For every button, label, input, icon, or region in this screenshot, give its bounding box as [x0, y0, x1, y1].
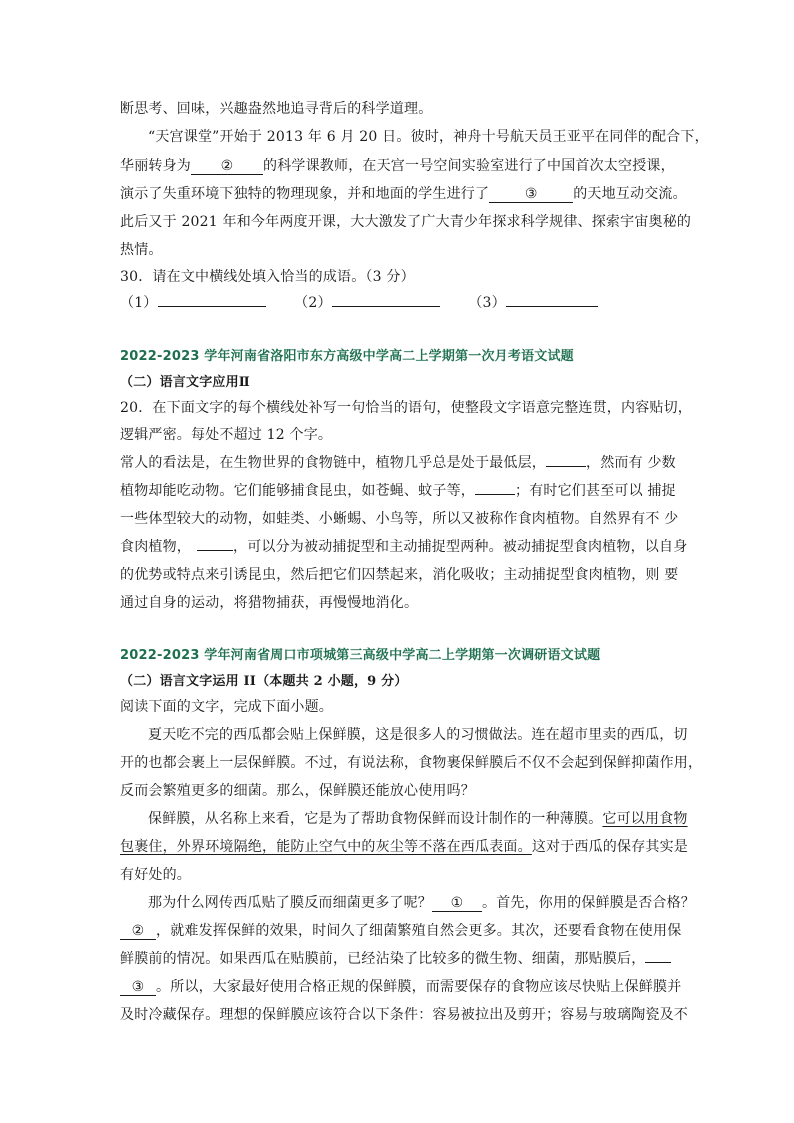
text-line: ③ 。所以，大家最好使用合格正规的保鲜膜，而需要保存的食物应该尽快贴上保鲜膜并 — [120, 976, 681, 996]
blank-2[interactable]: ② — [120, 924, 156, 940]
text-line: “天宫课堂”开始于 2013 年 6 月 20 日。彼时，神舟十号航天员王亚平在同伴的配合下， — [148, 129, 709, 145]
text-line: 热情。 — [120, 242, 163, 258]
underlined-sentence: 包裹住，外界环境隔绝，能防止空气中的灰尘等不落在西瓜表面。 — [120, 839, 532, 855]
text-line: 演示了失重环境下独特的物理现象，并和地面的学生进行了 ③ 的天地互动交流。 — [120, 186, 687, 202]
blank-3-start[interactable] — [645, 962, 671, 963]
answer-blank-1[interactable] — [158, 306, 266, 307]
text-line: 华丽转身为 ② 的科学课教师，在天宫一号空间实验室进行了中国首次太空授课， — [120, 158, 675, 174]
question-20: 20．在下面文字的每个横线处补写一句恰当的语句，使整段文字语意完整连贯，内容贴切， — [120, 400, 693, 416]
text-line: 夏天吃不完的西瓜都会贴上保鲜膜，这是很多人的习惯做法。连在超市里卖的西瓜，切 — [148, 727, 688, 743]
text-line: 包裹住，外界环境隔绝，能防止空气中的灰尘等不落在西瓜表面。这对于西瓜的保存其实是 — [120, 839, 689, 855]
underlined-sentence: 它可以用食物 — [602, 811, 688, 827]
text-line: 阅读下面的文字，完成下面小题。 — [120, 699, 333, 715]
text-line: 逻辑严密。每处不超过 12 个字。 — [120, 427, 333, 443]
blank-2[interactable]: ② — [191, 159, 263, 175]
exam-title: 2022-2023 学年河南省洛阳市东方高级中学高二上学期第一次月考语文试题 — [120, 349, 574, 364]
blank[interactable] — [197, 550, 233, 551]
question-30: 30．请在文中横线处填入恰当的成语。（3 分） — [120, 269, 415, 285]
blank-1[interactable]: ① — [432, 896, 482, 912]
exam-title: 2022-2023 学年河南省周口市项城第三高级中学高二上学期第一次调研语文试题 — [120, 648, 601, 663]
text-line: 开的也都会裹上一层保鲜膜。不过，有说法称，食物裹保鲜膜后不仅不会起到保鲜抑菌作用， — [120, 755, 703, 771]
text-line: 断思考、回味，兴趣盎然地追寻背后的科学道理。 — [120, 101, 433, 117]
blank-3[interactable]: ③ — [120, 980, 156, 996]
text-line: 那为什么网传西瓜贴了膜反而细菌更多了呢？ ① 。首先，你用的保鲜膜是否合格？ — [148, 895, 695, 911]
text-line: 食肉植物， ，可以分为被动捕捉型和主动捕捉型两种。被动捕捉型食肉植物，以自身 — [120, 539, 688, 555]
section-subtitle: （二）语言文字应用Ⅱ — [120, 375, 250, 390]
answer-blank-2[interactable] — [332, 306, 440, 307]
text-line: 有好处的。 — [120, 867, 191, 883]
section-subtitle: （二）语言文字运用 II（本题共 2 小题，9 分） — [120, 674, 408, 689]
text-line: 鲜膜前的情况。如果西瓜在贴膜前，已经沾染了比较多的微生物、细菌，那贴膜后， — [120, 948, 671, 968]
blank-3[interactable]: ③ — [489, 187, 573, 203]
text-line: 的优势或特点来引诱昆虫，然后把它们囚禁起来，消化吸收；主动捕捉型食肉植物，则 要 — [120, 567, 679, 583]
text-line: 反而会繁殖更多的细菌。那么，保鲜膜还能放心使用吗？ — [120, 783, 475, 799]
answer-blank-3[interactable] — [506, 306, 598, 307]
text-line: 植物却能吃动物。它们能够捕食昆虫，如苍蝇、蚊子等， ；有时它们甚至可以 捕捉 — [120, 483, 676, 499]
text-line: 通过自身的运动，将猎物捕获，再慢慢地消化。 — [120, 595, 419, 611]
text-line: 此后又于 2021 年和今年两度开课，大大激发了广大青少年探求科学规律、探索宇宙奥秘的 — [120, 214, 692, 230]
text-line: 保鲜膜，从名称上来看，它是为了帮助食物保鲜而设计制作的一种薄膜。它可以用食物 — [148, 811, 688, 827]
text-line: 及时冷藏保存。理想的保鲜膜应该符合以下条件：容易被拉出及剪开；容易与玻璃陶瓷及不 — [120, 1007, 688, 1023]
text-line: 一些体型较大的动物，如蛙类、小蜥蜴、小鸟等，所以又被称作食肉植物。自然界有不 少 — [120, 511, 679, 527]
answer-line: （1） （2） （3） — [120, 292, 598, 312]
text-line: 常人的看法是，在生物世界的食物链中，植物几乎总是处于最低层， ，然而有 少数 — [120, 455, 676, 471]
text-line: ② ，就难发挥保鲜的效果，时间久了细菌繁殖自然会更多。其次，还要看食物在使用保 — [120, 920, 681, 940]
blank[interactable] — [475, 494, 515, 495]
blank[interactable] — [546, 466, 586, 467]
